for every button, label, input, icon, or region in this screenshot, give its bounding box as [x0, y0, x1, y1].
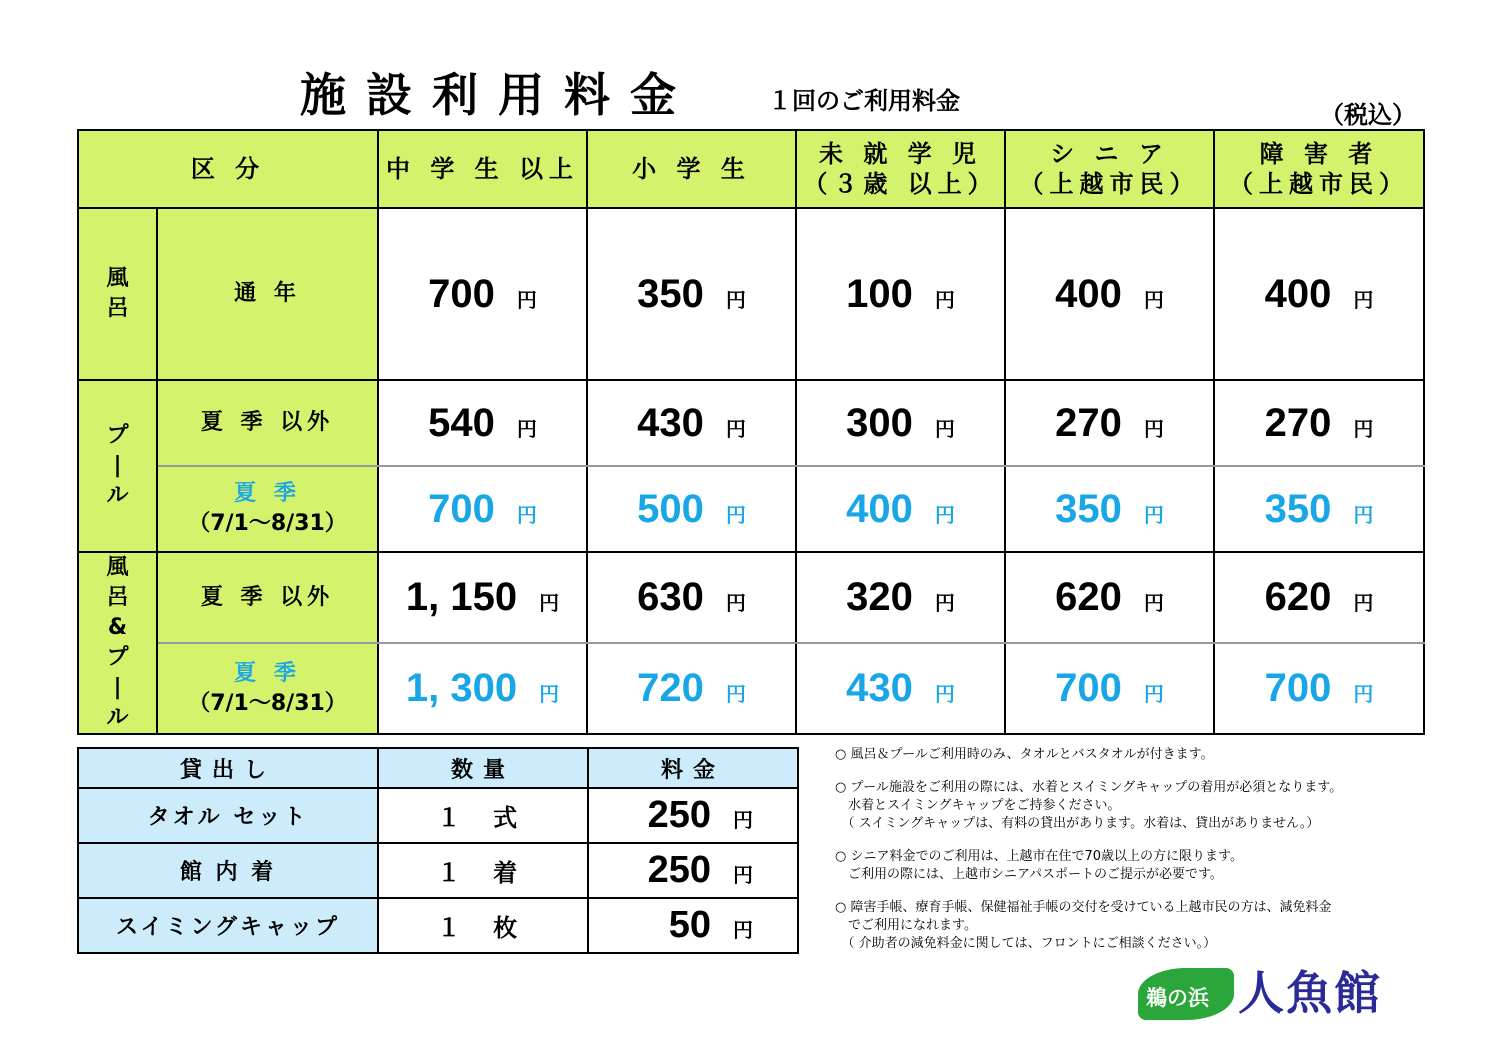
rental-item: スイミングキャップ	[78, 898, 378, 953]
header-column-2	[796, 130, 1005, 208]
tax-note: （税込）	[1320, 101, 1416, 129]
row-sublabel: （7/1～8/31）	[188, 690, 347, 716]
yen-unit: 円	[934, 591, 955, 615]
price-row	[78, 208, 1424, 380]
yen-unit: 円	[1143, 591, 1164, 615]
price-cell	[587, 208, 796, 380]
note-line: （ スイミングキャップは、有料の貸出があります。水着は、貸出がありません。）	[835, 816, 1320, 831]
header-column-1	[587, 130, 796, 208]
price-value: 700	[1264, 666, 1332, 710]
logo-big-text: 人魚館	[1238, 966, 1382, 1020]
rental-price-cell	[588, 898, 798, 953]
price-cell	[1005, 208, 1214, 380]
price-cell	[378, 466, 587, 552]
logo-small-text: 鵜の浜	[1146, 986, 1209, 1010]
price-cell	[378, 552, 587, 643]
price-value: 630	[637, 575, 704, 619]
rental-header-0: 貸出し	[78, 748, 378, 788]
notes-section	[835, 746, 1455, 968]
rental-header-row	[78, 748, 798, 788]
price-cell	[1214, 466, 1424, 552]
rental-price-value: 250	[647, 849, 711, 891]
yen-unit: 円	[934, 502, 955, 527]
price-value: 540	[428, 400, 495, 445]
header-column-line: 中 学 生 以上	[385, 155, 580, 183]
rental-qty: １ 枚	[378, 898, 588, 953]
price-cell	[1214, 208, 1424, 380]
price-cell	[378, 208, 587, 380]
price-cell	[587, 380, 796, 466]
yen-unit: 円	[725, 416, 746, 441]
yen-unit: 円	[1353, 591, 1374, 615]
yen-unit: 円	[516, 502, 537, 527]
note-item	[835, 779, 1455, 833]
note-line: でご利用になれます。	[835, 918, 977, 933]
price-value: 430	[846, 666, 913, 710]
price-row	[78, 380, 1424, 466]
group-label-2	[78, 552, 157, 734]
rental-header-2: 料金	[588, 748, 798, 788]
rental-row	[78, 788, 798, 843]
group-label-char: |	[113, 675, 122, 700]
rental-price-value: 250	[647, 794, 711, 836]
price-cell	[796, 208, 1005, 380]
group-label-char: 呂	[106, 585, 129, 610]
price-header-row	[78, 130, 1424, 208]
price-cell	[1214, 552, 1424, 643]
price-row	[78, 552, 1424, 643]
row-label-text: 夏 季 以外	[200, 584, 335, 610]
header-column-3	[1005, 130, 1214, 208]
price-value: 400	[1264, 271, 1332, 316]
rental-price-value: 50	[668, 904, 711, 946]
price-value: 620	[1055, 575, 1122, 619]
yen-unit: 円	[725, 682, 746, 706]
price-value: 320	[846, 575, 913, 619]
row-label	[157, 643, 378, 734]
price-value: 720	[637, 666, 704, 710]
header-column-line: 障 害 者	[1259, 140, 1379, 168]
page-title: 施設利用料金	[300, 68, 696, 122]
price-value: 1, 300	[405, 666, 518, 710]
yen-unit: 円	[1353, 502, 1374, 527]
price-value: 620	[1264, 575, 1332, 619]
price-value: 300	[846, 400, 913, 445]
note-item	[835, 848, 1455, 884]
note-line: ○ 風呂＆プールご利用時のみ、タオルとバスタオルが付きます。	[835, 747, 1214, 762]
row-label	[157, 380, 378, 466]
price-value: 350	[1264, 486, 1332, 531]
page-subtitle: １回のご利用料金	[768, 87, 960, 115]
yen-unit: 円	[733, 810, 753, 832]
group-label-char: プ	[106, 645, 129, 670]
group-label-char: 呂	[106, 296, 129, 321]
price-cell	[796, 466, 1005, 552]
yen-unit: 円	[1353, 416, 1374, 441]
rental-qty: １ 着	[378, 843, 588, 898]
group-label-char: ル	[106, 705, 129, 730]
note-line: ○ プール施設をご利用の際には、水着とスイミングキャップの着用が必須となります。	[835, 780, 1343, 795]
row-label	[157, 552, 378, 643]
row-sublabel: （7/1～8/31）	[188, 511, 347, 536]
group-label-char: 風	[106, 555, 129, 580]
header-category-label: 区 分	[190, 155, 266, 183]
header-column-4	[1214, 130, 1424, 208]
yen-unit: 円	[733, 920, 753, 942]
yen-unit: 円	[516, 416, 537, 441]
group-label-char: プ	[106, 423, 129, 448]
price-value: 700	[1055, 666, 1122, 710]
price-cell	[796, 643, 1005, 734]
header-category	[78, 130, 378, 208]
rental-item: タオル セット	[78, 788, 378, 843]
price-value: 1, 150	[405, 575, 518, 619]
yen-unit: 円	[934, 287, 955, 312]
row-label-text: 通 年	[234, 281, 301, 306]
yen-unit: 円	[1143, 287, 1164, 312]
rental-price-cell	[588, 843, 798, 898]
yen-unit: 円	[725, 287, 746, 312]
yen-unit: 円	[725, 591, 746, 615]
yen-unit: 円	[934, 416, 955, 441]
row-label-text: 夏 季	[234, 660, 301, 686]
row-label-text: 夏 季	[234, 481, 301, 506]
note-line: ○ 障害手帳、療育手帳、保健福祉手帳の交付を受けている上越市民の方は、減免料金	[835, 900, 1332, 915]
price-value: 350	[1055, 486, 1122, 531]
row-label-text: 夏 季 以外	[200, 410, 335, 435]
group-label-char: 風	[106, 266, 129, 291]
header-column-0	[378, 130, 587, 208]
price-value: 100	[846, 271, 913, 316]
note-item	[835, 746, 1455, 764]
yen-unit: 円	[1143, 416, 1164, 441]
row-label	[157, 208, 378, 380]
price-cell	[1005, 552, 1214, 643]
price-cell	[378, 643, 587, 734]
rental-table	[77, 747, 799, 954]
yen-unit: 円	[1353, 287, 1374, 312]
facility-logo	[1138, 966, 1408, 1024]
note-item	[835, 899, 1455, 953]
price-value: 270	[1055, 400, 1122, 445]
group-label-1	[78, 380, 157, 552]
group-label-char: &	[107, 615, 128, 640]
yen-unit: 円	[516, 287, 537, 312]
price-cell	[796, 552, 1005, 643]
rental-row	[78, 898, 798, 953]
yen-unit: 円	[1143, 502, 1164, 527]
price-value: 270	[1264, 400, 1332, 445]
header-column-line: シ ニ ア	[1050, 140, 1169, 168]
price-value: 400	[846, 486, 913, 531]
price-row	[78, 643, 1424, 734]
price-cell	[587, 466, 796, 552]
yen-unit: 円	[1143, 682, 1164, 706]
price-table	[77, 129, 1425, 735]
header-column-line: 未 就 学 児	[818, 140, 983, 168]
price-row	[78, 466, 1424, 552]
price-value: 700	[428, 271, 495, 316]
rental-price-cell	[588, 788, 798, 843]
header-column-line: （上越市民）	[1229, 170, 1410, 198]
rental-row	[78, 843, 798, 898]
rental-header-1: 数量	[378, 748, 588, 788]
price-value: 400	[1055, 271, 1122, 316]
rental-item: 館 内 着	[78, 843, 378, 898]
price-value: 500	[637, 486, 704, 531]
price-cell	[1214, 380, 1424, 466]
group-label-char: ル	[106, 483, 129, 508]
header-column-line: （３歳 以上）	[803, 170, 998, 198]
row-label	[157, 466, 378, 552]
price-value: 430	[637, 400, 704, 445]
price-cell	[587, 643, 796, 734]
note-line: ご利用の際には、上越市シニアパスポートのご提示が必要です。	[835, 867, 1223, 882]
yen-unit: 円	[539, 682, 560, 706]
yen-unit: 円	[725, 502, 746, 527]
price-cell	[1005, 380, 1214, 466]
price-cell	[1005, 466, 1214, 552]
price-cell	[587, 552, 796, 643]
yen-unit: 円	[539, 591, 560, 615]
header-column-line: 小 学 生	[632, 155, 751, 183]
note-line: （ 介助者の減免料金に関しては、フロントにご相談ください。）	[835, 936, 1217, 951]
price-value: 700	[428, 486, 495, 531]
price-cell	[796, 380, 1005, 466]
price-value: 350	[637, 271, 704, 316]
price-cell	[1214, 643, 1424, 734]
yen-unit: 円	[1353, 682, 1374, 706]
group-label-char: |	[113, 453, 122, 478]
rental-qty: １ 式	[378, 788, 588, 843]
note-line: 水着とスイミングキャップをご持参ください。	[835, 798, 1121, 813]
yen-unit: 円	[733, 865, 753, 887]
yen-unit: 円	[934, 682, 955, 706]
note-line: ○ シニア料金でのご利用は、上越市在住で70歳以上の方に限ります。	[835, 849, 1243, 864]
header-column-line: （上越市民）	[1019, 170, 1200, 198]
price-cell	[378, 380, 587, 466]
group-label-0	[78, 208, 157, 380]
price-cell	[1005, 643, 1214, 734]
